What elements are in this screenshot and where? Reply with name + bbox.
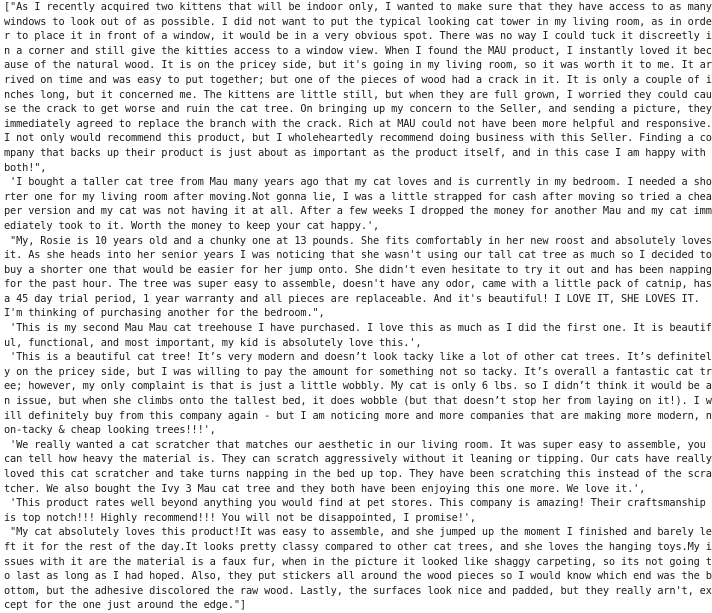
text-line: 'We really wanted a cat scratcher that matches our aesthetic in our living room. It was super easy to assemble, you [4, 438, 706, 451]
text-line: se the crack to get worse and ruin the cat tree. On bringing up my concern to the Seller, and sending a picture, they [4, 103, 712, 116]
text-line: a 45 day trial period, 1 year warranty and all pieces are replaceable. And it's beautiful! I LOVE IT, SHE LOVES IT. [4, 292, 700, 305]
text-line: ul, functional, and most important, my kid is absolutely love this.', [4, 336, 422, 349]
text-line: 'I bought a taller cat tree from Mau many years ago that my cat loves and is currently in my bedroom. I needed a sho [4, 176, 712, 189]
text-line: ee; however, my only complaint is that is just a little wobbly. My cat is only 6 lbs. so I didn’t think it would be a [4, 380, 712, 393]
text-line: n issue, but when she climbs onto the tallest bed, it does wobble (but that doesn’t stop her from laying on it!). I w [4, 395, 712, 408]
text-line: "My cat absolutely loves this product!It was easy to assemble, and she jumped up the moment I finished and barely le [4, 526, 712, 539]
text-line: cept for the one just around the edge."] [4, 599, 246, 612]
text-line: windows to look out of as possible. I did not want to put the typical looking cat tower in my living room, as in orde [4, 15, 712, 28]
text-line: ssues with it are the material is a faux fur, when in the picture it looked like shaggy carpeting, so its not going t [4, 555, 712, 568]
text-line: y on the pricey side, but I was willing to pay the amount for something not so tacky. It’s overall a fantastic cat tr [4, 365, 712, 378]
text-line: mpany that backs up their product is just about as important as the product itself, and in this case I am happy with [4, 146, 706, 159]
text-line: ft it for the rest of the day.It looks pretty classy compared to other cat trees, and she loves the hanging toys.My i [4, 540, 712, 553]
text-line: nches long, but it concerned me. The kittens are little still, but when they are full grown, I worried they could cau [4, 88, 712, 101]
text-line: rived on time and was easy to put together; but one of the pieces of wood had a crack in it. It is only a couple of i [4, 73, 712, 86]
text-line: ottom, but the adhesive discolored the raw wood. Lastly, the surfaces look nice and padded, but they really arn't, ex [4, 584, 712, 597]
text-line: per version and my cat was not having it at all. After a few weeks I dropped the money for another Mau and my cat imm [4, 205, 712, 218]
text-line: both!", [4, 161, 47, 174]
text-line: I not only would recommend this product, but I wholeheartedly recommend doing business with this Seller. Finding a co [4, 132, 712, 145]
text-line: n a corner and still give the kitties access to a window view. When I found the MAU product, I instantly loved it bec [4, 44, 712, 57]
text-line: 'This is a beautiful cat tree! It’s very modern and doesn’t look tacky like a lot of other cat trees. It’s definitel [4, 351, 712, 364]
text-line: o last as long as I had hoped. Also, they put stickers all around the wood pieces so I would know which end was the b [4, 570, 712, 583]
text-line: r to place it in front of a window, it would be in a very obvious spot. There was no way I could tuck it discreetly i [4, 30, 712, 43]
text-line: loved this cat scratcher and take turns napping in the bed up top. They have been scratching this instead of the scra [4, 468, 712, 480]
text-line: ill definitely buy from this company again - but I am noticing more and more companies that are making more modern, n [4, 409, 712, 422]
text-line: can tell how heavy the material is. They can scratch aggressively without it leaning or tipping. Our cats have really [4, 453, 712, 466]
text-line: tcher. We also bought the Ivy 3 Mau cat tree and they both have been enjoying this one more. We love it.', [4, 482, 646, 495]
text-line: buy a shorter one that would be easier for her jump onto. She didn't even hesitate to try it out and has been napping [4, 263, 712, 276]
text-line: is top notch!!! Highly recommend!!! You will not be disappointed, I promise!', [4, 511, 476, 524]
text-line: for the past hour. The tree was super easy to assemble, doesn't have any odor, came with a little pack of catnip, has [4, 278, 712, 291]
text-line: immediately agreed to replace the branch with the crack. Rich at MAU could not have been more helpful and responsive. [4, 117, 712, 130]
text-line: ause of the natural wood. It is on the pricey side, but it's going in my living room, so it was worth it to me. It ar [4, 59, 712, 72]
text-line: I'm thinking of purchasing another for the bedroom.", [4, 307, 325, 320]
text-line: it. As she heads into her senior years I was noticing that she wasn't using our tall cat tree as much so I decided to [4, 249, 712, 262]
review-list-text [4, 0, 712, 613]
text-line: on-tacky & cheap looking trees!!!', [4, 424, 216, 437]
text-line: rter one for my living room after moving.Not gonna lie, I was a little strapped for cash after moving so tried a chea [4, 190, 712, 203]
text-line: ediately took to it. Worth the money to keep your cat happy.', [4, 219, 380, 232]
text-line: 'This product rates well beyond anything you would find at pet stores. This company is amazing! Their craftsmanship [4, 497, 706, 510]
text-line: 'This is my second Mau Mau cat treehouse I have purchased. I love this as much as I did the first one. It is beautif [4, 322, 712, 335]
text-line: "My, Rosie is 10 years old and a chunky one at 13 pounds. She fits comfortably in her new roost and absolutely loves [4, 234, 712, 247]
text-line: ["As I recently acquired two kittens that will be indoor only, I wanted to make sure that they have access to as many [4, 1, 712, 13]
